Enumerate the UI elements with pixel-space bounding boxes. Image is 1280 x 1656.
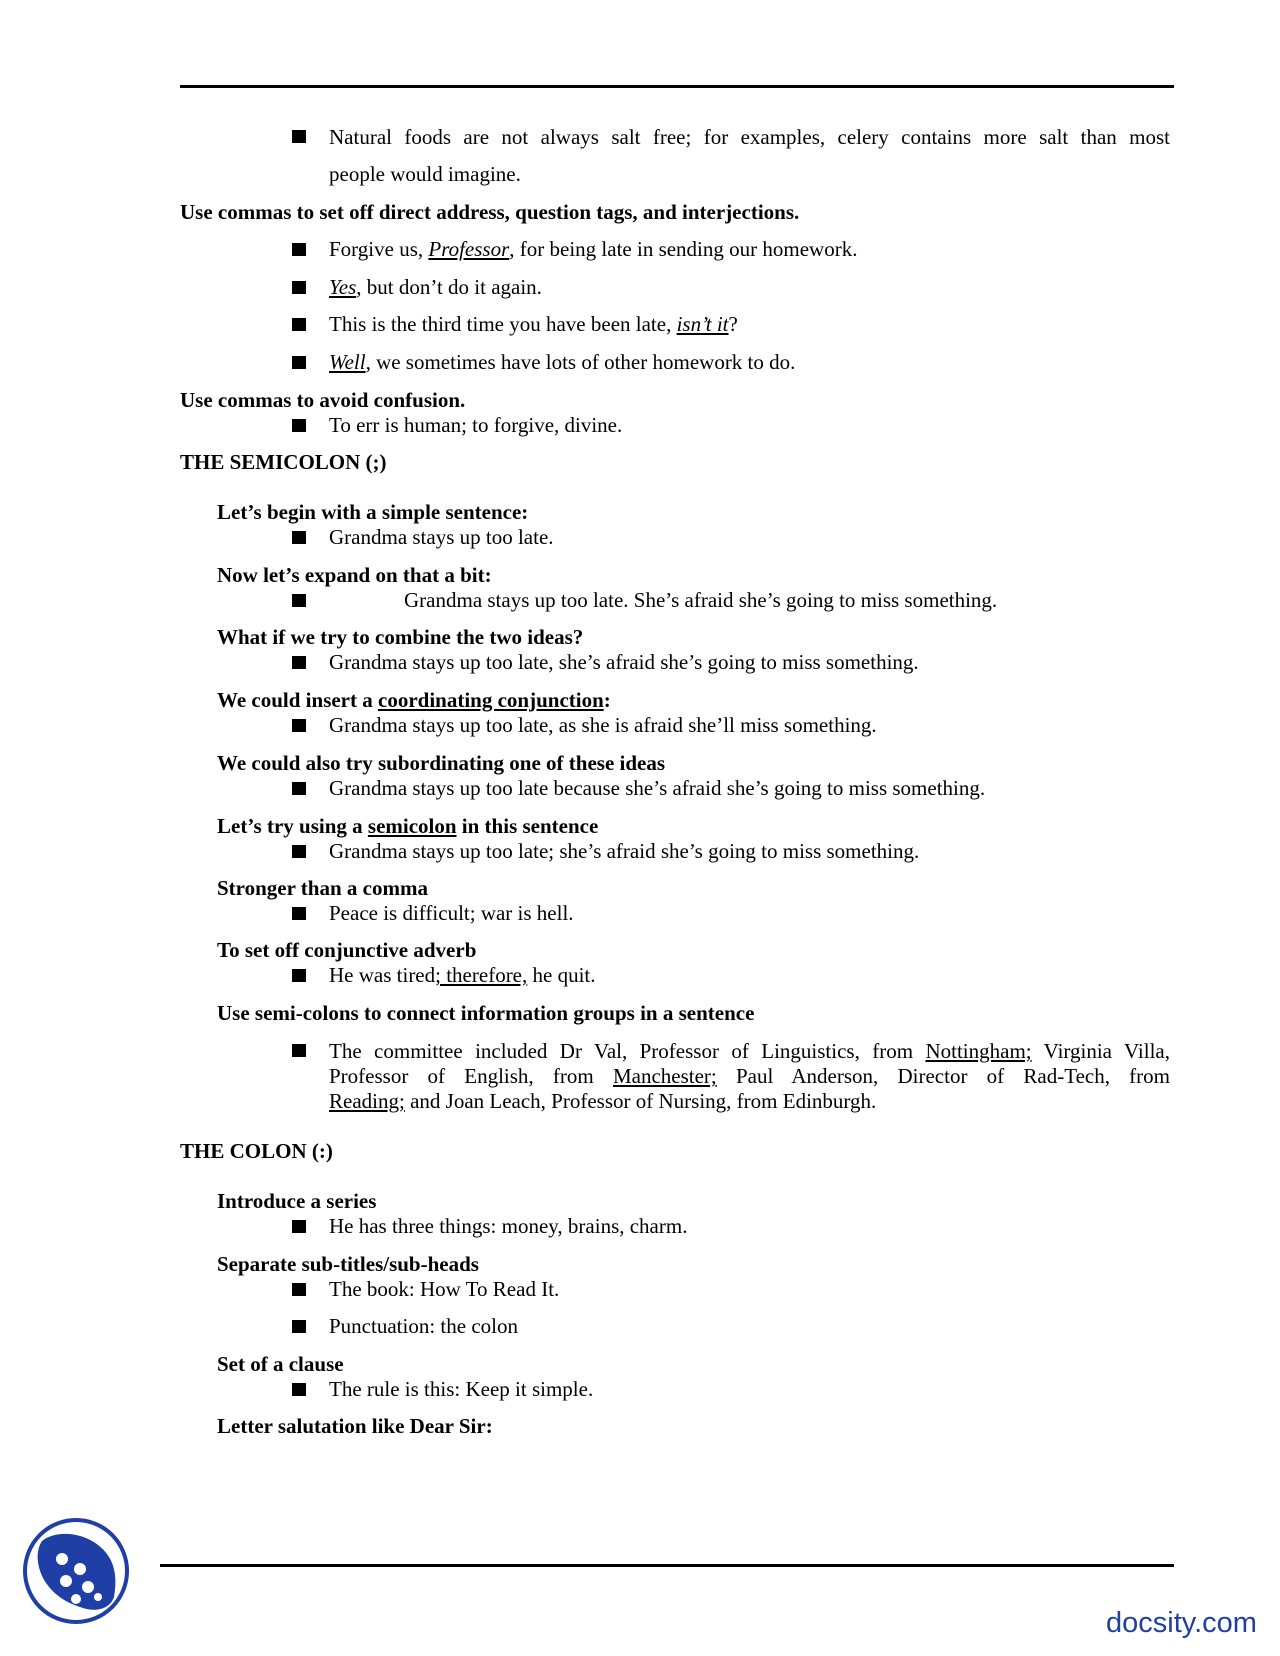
bullet-icon xyxy=(292,356,306,369)
subtitles-example-1: The book: How To Read It. xyxy=(329,1277,560,1301)
information-groups-heading: Use semi-colons to connect information groups in a sentence xyxy=(217,1001,755,1025)
docsity-brand-link[interactable]: docsity.com xyxy=(1106,1607,1257,1639)
conjunctive-adverb-heading: To set off conjunctive adverb xyxy=(217,938,477,962)
series-heading: Introduce a series xyxy=(217,1189,377,1213)
docsity-logo-icon[interactable] xyxy=(22,1517,130,1625)
bullet-icon xyxy=(292,719,306,732)
combine-example: Grandma stays up too late, she’s afraid she’s going to miss something. xyxy=(329,650,919,674)
coordinating-heading: We could insert a coordinating conjunction: xyxy=(217,688,611,712)
information-groups-line-2: Professor of English, from Manchester; Paul Anderson, Director of Rad-Tech, from xyxy=(329,1064,1170,1088)
simple-sentence-example: Grandma stays up too late. xyxy=(329,525,554,549)
expand-heading: Now let’s expand on that a bit: xyxy=(217,563,492,587)
bullet-icon xyxy=(292,419,306,432)
direct-address-example-1: Forgive us, Professor, for being late in sending our homework. xyxy=(329,237,858,261)
information-groups-line-3: Reading; and Joan Leach, Professor of Nursing, from Edinburgh. xyxy=(329,1089,877,1113)
semicolon-section-title: THE SEMICOLON (;) xyxy=(180,450,387,474)
bullet-icon xyxy=(292,243,306,256)
subtitles-example-2: Punctuation: the colon xyxy=(329,1314,518,1338)
bullet-icon xyxy=(292,1220,306,1233)
bottom-rule xyxy=(160,1564,1174,1567)
natural-foods-line-2: people would imagine. xyxy=(329,162,521,186)
direct-address-example-4: Well, we sometimes have lots of other homework to do. xyxy=(329,350,796,374)
combine-heading: What if we try to combine the two ideas? xyxy=(217,625,584,649)
bullet-icon xyxy=(292,907,306,920)
bullet-icon xyxy=(292,531,306,544)
clause-example: The rule is this: Keep it simple. xyxy=(329,1377,594,1401)
stronger-example: Peace is difficult; war is hell. xyxy=(329,901,574,925)
direct-address-heading: Use commas to set off direct address, question tags, and interjections. xyxy=(180,200,800,224)
subtitles-heading: Separate sub-titles/sub-heads xyxy=(217,1252,479,1276)
bullet-icon xyxy=(292,969,306,982)
semicolon-usage-example: Grandma stays up too late; she’s afraid she’s going to miss something. xyxy=(329,839,920,863)
bullet-icon xyxy=(292,1383,306,1396)
salutation-heading: Letter salutation like Dear Sir: xyxy=(217,1414,493,1438)
simple-sentence-heading: Let’s begin with a simple sentence: xyxy=(217,500,529,524)
subordinating-example: Grandma stays up too late because she’s afraid she’s going to miss something. xyxy=(329,776,986,800)
bullet-icon xyxy=(292,782,306,795)
series-example: He has three things: money, brains, charm. xyxy=(329,1214,688,1238)
confusion-example: To err is human; to forgive, divine. xyxy=(329,413,623,437)
bullet-icon xyxy=(292,318,306,331)
subordinating-heading: We could also try subordinating one of these ideas xyxy=(217,751,666,775)
semicolon-usage-heading: Let’s try using a semicolon in this sentence xyxy=(217,814,599,838)
direct-address-example-3: This is the third time you have been late, isn’t it? xyxy=(329,312,738,336)
information-groups-line-1: The committee included Dr Val, Professor of Linguistics, from Nottingham; Virginia Villa, xyxy=(329,1039,1171,1063)
bullet-icon xyxy=(292,1283,306,1296)
expand-example: Grandma stays up too late. She’s afraid she’s going to miss something. xyxy=(404,588,998,612)
conjunctive-adverb-example: He was tired; therefore, he quit. xyxy=(329,963,596,987)
natural-foods-line-1: Natural foods are not always salt free; for examples, celery contains more salt than most xyxy=(329,125,1170,149)
top-rule xyxy=(180,85,1174,88)
bullet-icon xyxy=(292,1320,306,1333)
bullet-icon xyxy=(292,845,306,858)
bullet-icon xyxy=(292,1044,306,1057)
clause-heading: Set of a clause xyxy=(217,1352,344,1376)
stronger-heading: Stronger than a comma xyxy=(217,876,428,900)
bullet-icon xyxy=(292,594,306,607)
bullet-icon xyxy=(292,130,306,143)
direct-address-example-2: Yes, but don’t do it again. xyxy=(329,275,542,299)
confusion-heading: Use commas to avoid confusion. xyxy=(180,388,466,412)
bullet-icon xyxy=(292,656,306,669)
bullet-icon xyxy=(292,281,306,294)
coordinating-example: Grandma stays up too late, as she is afraid she’ll miss something. xyxy=(329,713,877,737)
colon-section-title: THE COLON (:) xyxy=(180,1139,333,1163)
